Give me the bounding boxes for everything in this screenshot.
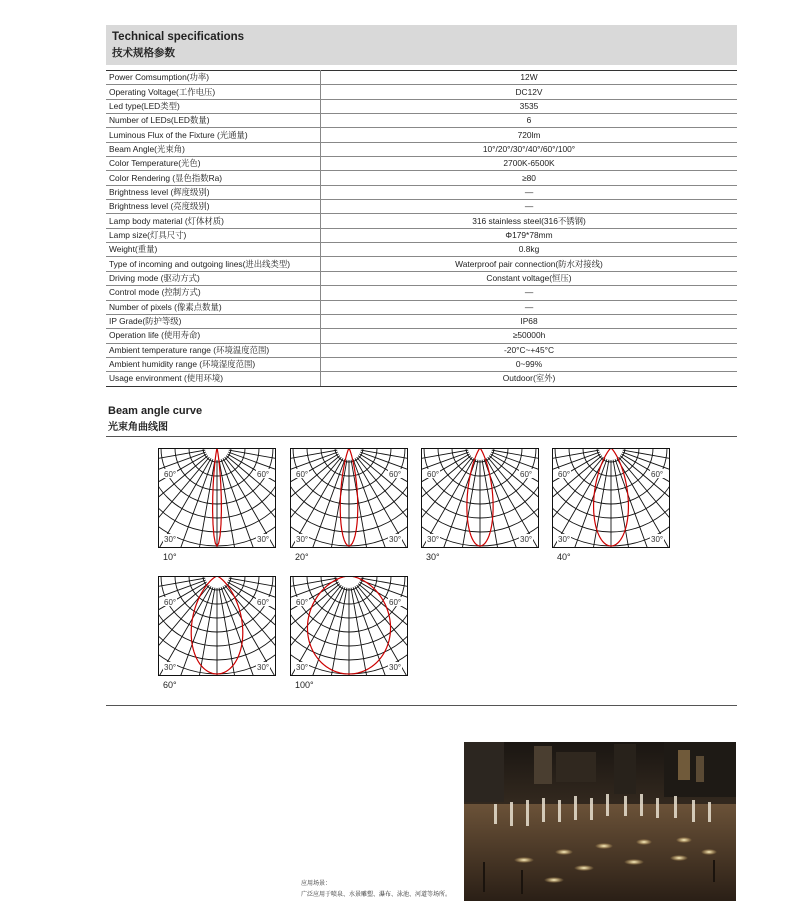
spec-row (106, 71, 737, 85)
spec-label: Type of incoming and outgoing lines(进出线类型) (106, 257, 321, 271)
beam-angle-label: 30° (426, 552, 440, 562)
beam-diagram (158, 576, 276, 676)
grid-angle-label: 60° (296, 598, 309, 607)
application-text: 广泛应用于喷泉、水景雕塑、瀑布、泳池、河道等场所。 (301, 892, 452, 898)
spec-row (106, 300, 737, 314)
spec-value: Φ179*78mm (321, 228, 738, 242)
spec-row (106, 329, 737, 343)
spec-label: Beam Angle(光束角) (106, 142, 321, 156)
spec-label: Brightness level (辉度级别) (106, 185, 321, 199)
spec-value: 720lm (321, 128, 738, 142)
grid-angle-label: 60° (520, 470, 533, 479)
application-caption (301, 879, 451, 901)
spec-value: ≥50000h (321, 329, 738, 343)
spec-row (106, 128, 737, 142)
spec-label: Brightness level (亮度级别) (106, 200, 321, 214)
spec-label: Operating Voltage(工作电压) (106, 85, 321, 99)
spec-row (106, 142, 737, 156)
spec-header (106, 25, 737, 65)
spec-value: — (321, 286, 738, 300)
grid-angle-label: 60° (164, 598, 177, 607)
grid-angle-label: 30° (427, 535, 440, 544)
polar-grid (290, 576, 408, 676)
spec-label: Color Temperature(光色) (106, 157, 321, 171)
spec-row (106, 114, 737, 128)
spec-value: Outdoor(室外) (321, 372, 738, 386)
spec-value: 316 stainless steel(316不锈钢) (321, 214, 738, 228)
spec-value: 0~99% (321, 357, 738, 371)
spec-row (106, 343, 737, 357)
grid-angle-label: 60° (296, 470, 309, 479)
spec-value: 6 (321, 114, 738, 128)
spec-label: Operation life (使用寿命) (106, 329, 321, 343)
fountain-photo (464, 742, 736, 901)
spec-value: -20°C~+45°C (321, 343, 738, 357)
grid-angle-label: 60° (257, 470, 270, 479)
spec-value: ≥80 (321, 171, 738, 185)
spec-label: Usage environment (使用环境) (106, 372, 321, 386)
spec-label: Number of LEDs(LED数量) (106, 114, 321, 128)
polar-grid (158, 576, 276, 676)
grid-angle-label: 30° (296, 663, 309, 672)
beam-angle-label: 10° (163, 552, 177, 562)
spec-value: 10°/20°/30°/40°/60°/100° (321, 142, 738, 156)
grid-angle-label: 30° (651, 535, 664, 544)
spec-label: Control mode (控制方式) (106, 286, 321, 300)
beam-diagram (421, 448, 539, 548)
polar-grid (158, 448, 276, 548)
grid-angle-label: 60° (558, 470, 571, 479)
spec-value: — (321, 300, 738, 314)
grid-angle-label: 30° (257, 535, 270, 544)
spec-row (106, 200, 737, 214)
grid-angle-label: 30° (558, 535, 571, 544)
spec-label: Weight(重量) (106, 243, 321, 257)
grid-angle-label: 60° (164, 470, 177, 479)
spec-label: Power Comsumption(功率) (106, 71, 321, 85)
spec-row (106, 286, 737, 300)
beam-diagram (290, 576, 408, 676)
spec-row (106, 271, 737, 285)
spec-row (106, 314, 737, 328)
spec-label: Ambient humidity range (环境湿度范围) (106, 357, 321, 371)
spec-label: Luminous Flux of the Fixture (光通量) (106, 128, 321, 142)
spec-label: Number of pixels (像素点数量) (106, 300, 321, 314)
spec-label: Lamp body material (灯体材质) (106, 214, 321, 228)
spec-label: Driving mode (驱动方式) (106, 271, 321, 285)
grid-angle-label: 60° (427, 470, 440, 479)
grid-angle-label: 30° (389, 535, 402, 544)
polar-grid (290, 448, 408, 548)
spec-value: — (321, 200, 738, 214)
spec-title-en: Technical specifications (112, 31, 245, 43)
spec-row (106, 157, 737, 171)
spec-row (106, 214, 737, 228)
spec-row (106, 243, 737, 257)
beam-section-heading (108, 405, 202, 433)
beam-angle-label: 100° (295, 680, 314, 690)
polar-grid (552, 448, 670, 548)
spec-title-zh: 技术规格参数 (112, 47, 175, 59)
beam-angle-label: 60° (163, 680, 177, 690)
beam-angle-label: 40° (557, 552, 571, 562)
grid-angle-label: 60° (389, 470, 402, 479)
grid-angle-label: 60° (389, 598, 402, 607)
grid-angle-label: 30° (296, 535, 309, 544)
polar-grid (421, 448, 539, 548)
spec-row (106, 171, 737, 185)
spec-value: Waterproof pair connection(防水对接线) (321, 257, 738, 271)
beam-title-zh: 光束角曲线图 (108, 422, 168, 433)
spec-label: Led type(LED类型) (106, 99, 321, 113)
spec-value: 3535 (321, 99, 738, 113)
spec-value: Constant voltage(恒压) (321, 271, 738, 285)
beam-diagram (158, 448, 276, 548)
spec-label: Color Rendering (显色指数Ra) (106, 171, 321, 185)
spec-value: DC12V (321, 85, 738, 99)
spec-value: — (321, 185, 738, 199)
beam-diagram (290, 448, 408, 548)
spec-row (106, 228, 737, 242)
spec-table (106, 70, 737, 387)
grid-angle-label: 30° (257, 663, 270, 672)
grid-angle-label: 60° (257, 598, 270, 607)
grid-angle-label: 30° (164, 663, 177, 672)
spec-value: 2700K-6500K (321, 157, 738, 171)
spec-row (106, 99, 737, 113)
spec-row (106, 257, 737, 271)
spec-value: 0.8kg (321, 243, 738, 257)
grid-angle-label: 30° (520, 535, 533, 544)
spec-value: IP68 (321, 314, 738, 328)
spec-value: 12W (321, 71, 738, 85)
beam-title-en: Beam angle curve (108, 405, 203, 417)
spec-row (106, 357, 737, 371)
spec-row (106, 372, 737, 386)
spec-row (106, 185, 737, 199)
beam-diagram (552, 448, 670, 548)
spec-label: Ambient temperature range (环境温度范围) (106, 343, 321, 357)
grid-angle-label: 60° (651, 470, 664, 479)
grid-angle-label: 30° (164, 535, 177, 544)
bottom-divider (106, 705, 737, 706)
beam-section-divider (106, 436, 737, 437)
spec-label: Lamp size(灯具尺寸) (106, 228, 321, 242)
spec-row (106, 85, 737, 99)
spec-label: IP Grade(防护等级) (106, 314, 321, 328)
grid-angle-label: 30° (389, 663, 402, 672)
application-title: 应用场景： (301, 881, 332, 887)
beam-angle-label: 20° (295, 552, 309, 562)
